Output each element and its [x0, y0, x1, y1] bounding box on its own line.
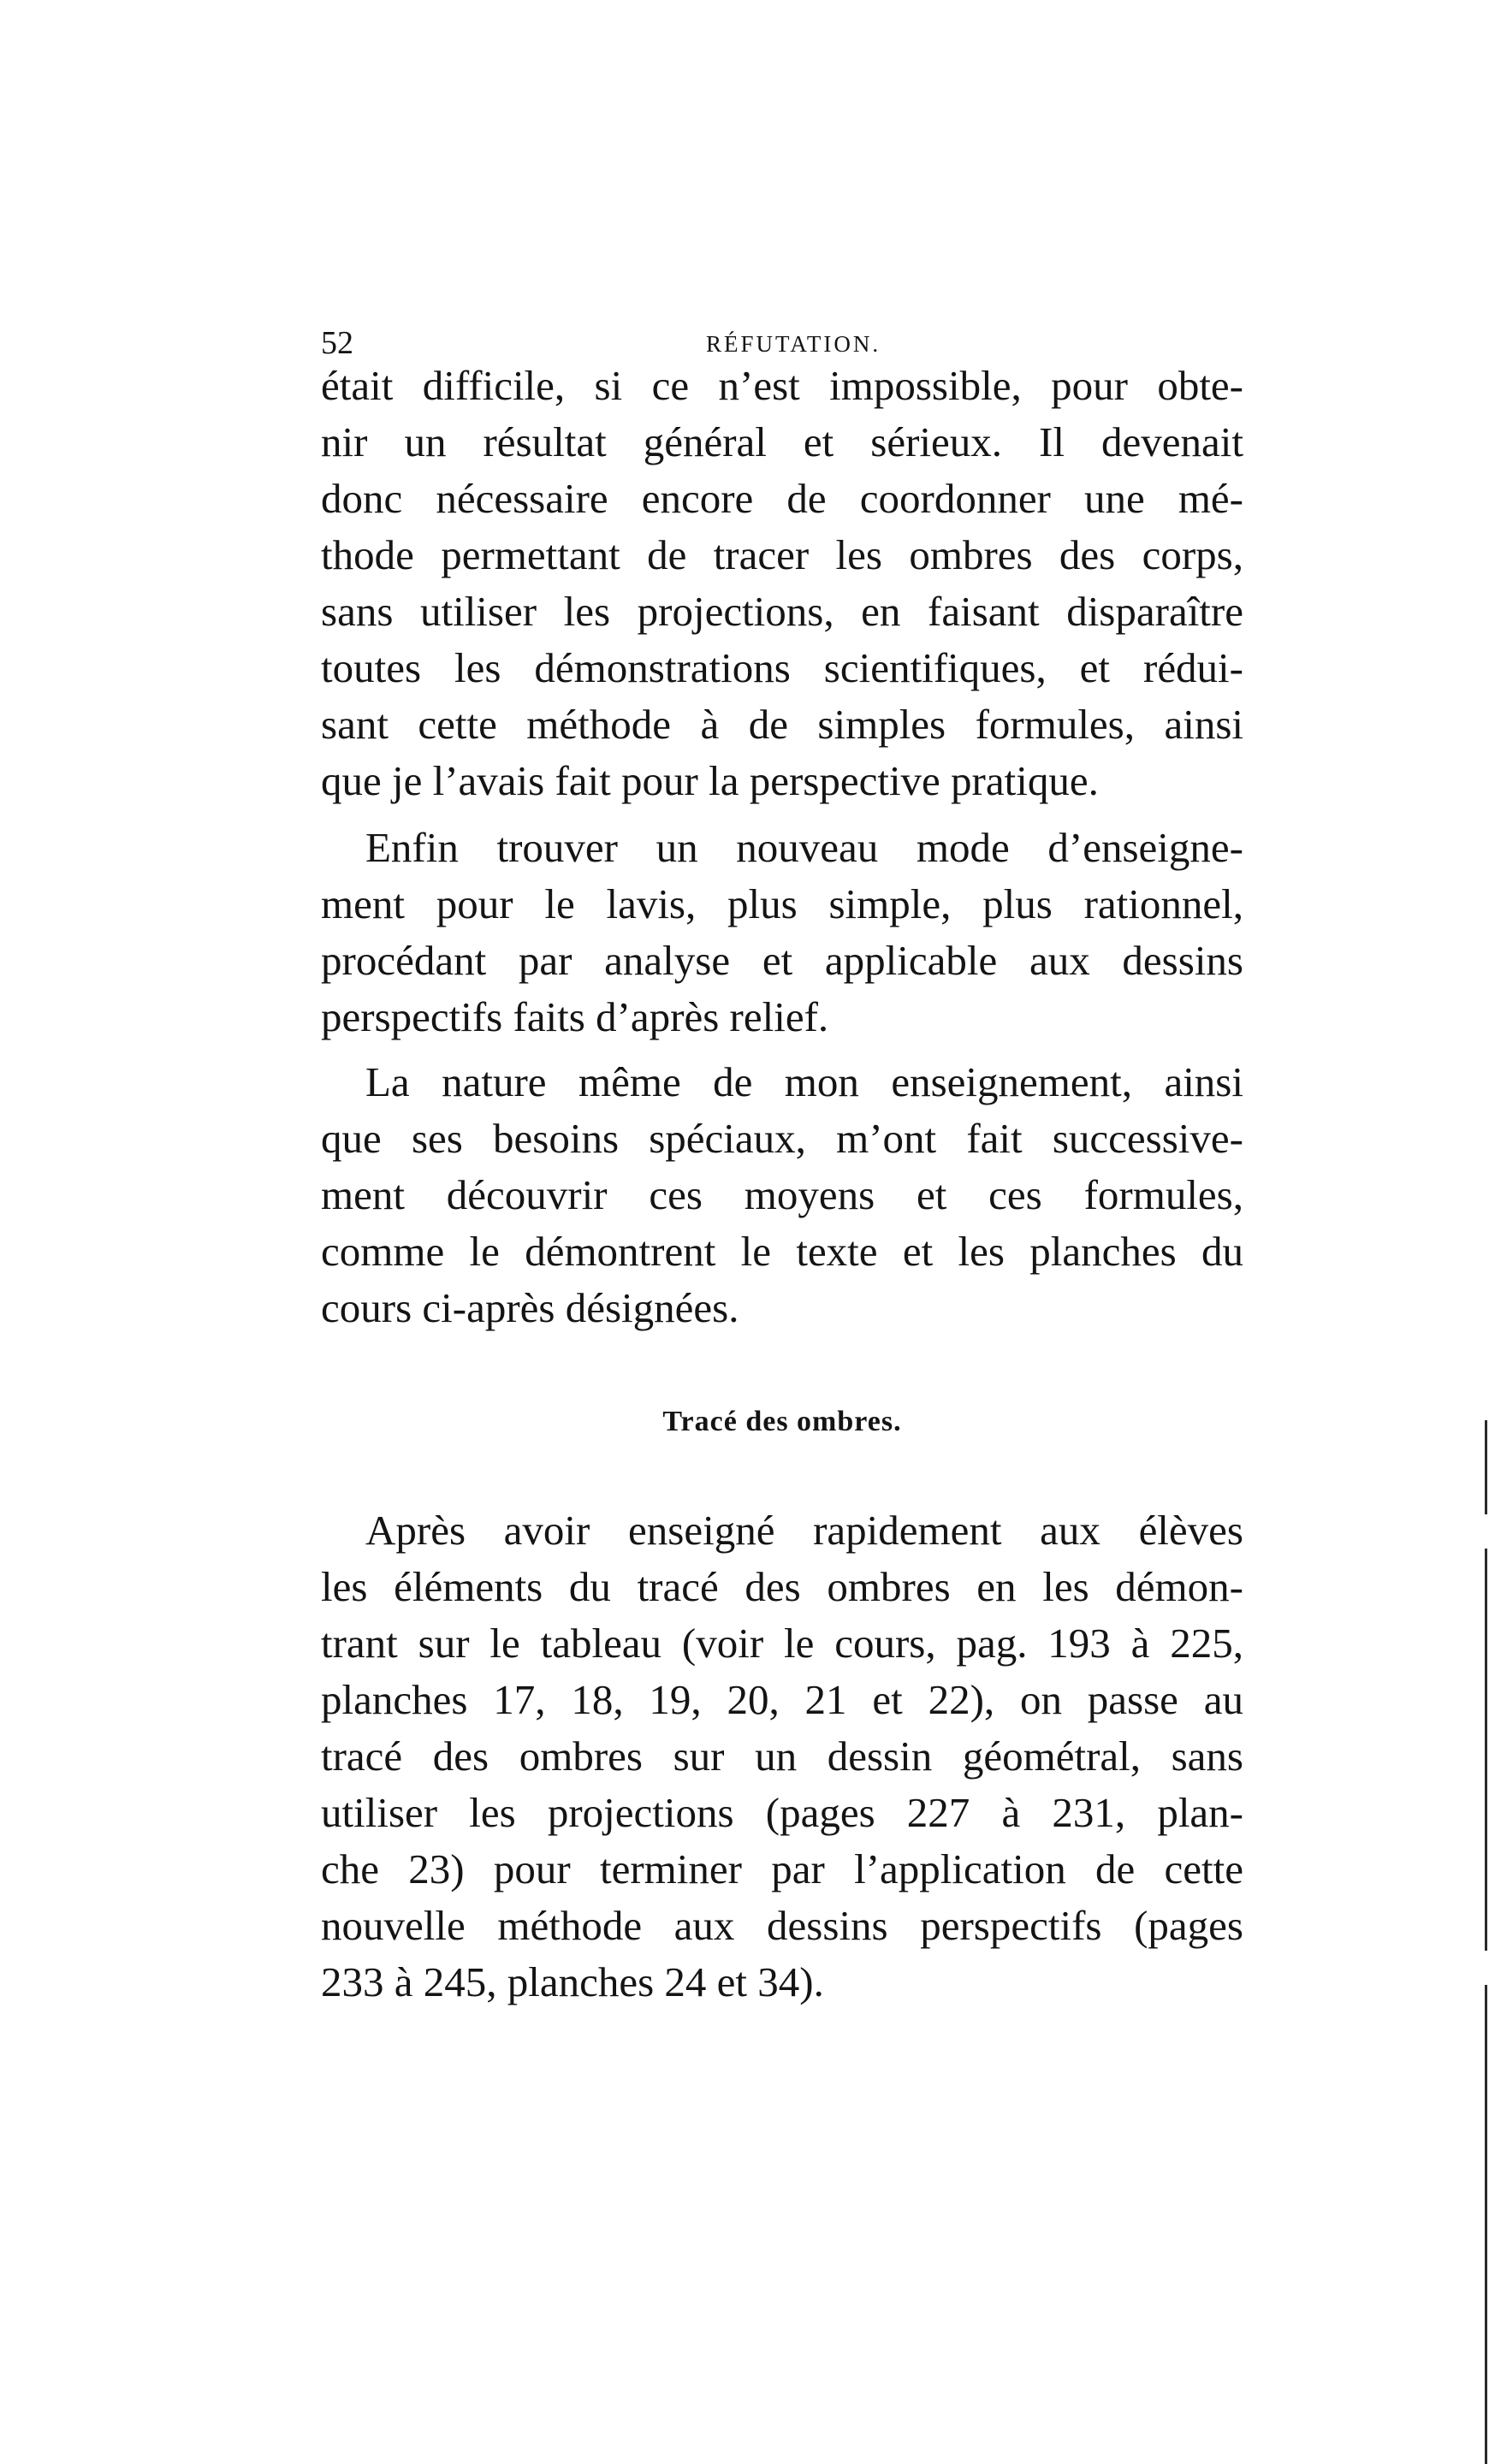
- text-line: ment pour le lavis, plus simple, plus rationnel,: [321, 880, 1243, 927]
- text-line: utiliser les projections (pages 227 à 231, plan-: [321, 1789, 1243, 1836]
- text-line: 233 à 245, planches 24 et 34).: [321, 1958, 824, 2005]
- paragraph-3: [321, 1054, 1243, 1336]
- text-line: nir un résultat général et sérieux. Il devenait: [321, 418, 1243, 465]
- text-line: comme le démontrent le texte et les planches du: [321, 1228, 1243, 1275]
- page-edge-line: [1485, 1985, 1487, 2464]
- text-line: que ses besoins spéciaux, m’ont fait successive-: [321, 1115, 1243, 1162]
- paragraph-4: [321, 1502, 1243, 2011]
- text-line: planches 17, 18, 19, 20, 21 et 22), on passe au: [321, 1676, 1243, 1723]
- text-line: que je l’avais fait pour la perspective pratique.: [321, 757, 1099, 804]
- page-number: 52: [321, 325, 353, 361]
- text-line: perspectifs faits d’après relief.: [321, 993, 829, 1040]
- text-line: était difficile, si ce n’est impossible, pour obte-: [321, 362, 1243, 409]
- text-line: thode permettant de tracer les ombres des corps,: [321, 531, 1243, 578]
- text-line: procédant par analyse et applicable aux dessins: [321, 937, 1243, 984]
- text-line: che 23) pour terminer par l’application de cette: [321, 1845, 1243, 1892]
- text-line: toutes les démonstrations scientifiques, et rédui-: [321, 644, 1243, 691]
- text-line: cours ci-après désignées.: [321, 1284, 739, 1331]
- text-line: trant sur le tableau (voir le cours, pag. 193 à 225,: [321, 1620, 1243, 1667]
- text-line: tracé des ombres sur un dessin géométral, sans: [321, 1732, 1243, 1780]
- paragraph-2: [321, 820, 1243, 1045]
- paragraph-1: [321, 358, 1243, 809]
- text-line: sans utiliser les projections, en faisant disparaître: [321, 588, 1243, 635]
- text-line: donc nécessaire encore de coordonner une mé-: [321, 475, 1243, 522]
- page-edge-line: [1485, 1549, 1487, 1951]
- text-line: Après avoir enseigné rapidement aux élèves: [365, 1507, 1243, 1554]
- text-line: Enfin trouver un nouveau mode d’enseigne-: [365, 824, 1243, 871]
- text-line: ment découvrir ces moyens et ces formules,: [321, 1171, 1243, 1218]
- text-line: La nature même de mon enseignement, ainsi: [365, 1058, 1243, 1105]
- text-line: sant cette méthode à de simples formules, ainsi: [321, 701, 1243, 748]
- section-heading: Tracé des ombres.: [662, 1406, 902, 1437]
- text-line: nouvelle méthode aux dessins perspectifs (pages: [321, 1902, 1243, 1949]
- running-head: RÉFUTATION.: [706, 331, 881, 357]
- page-edge-line: [1485, 1420, 1487, 1514]
- text-line: les éléments du tracé des ombres en les démon-: [321, 1563, 1243, 1610]
